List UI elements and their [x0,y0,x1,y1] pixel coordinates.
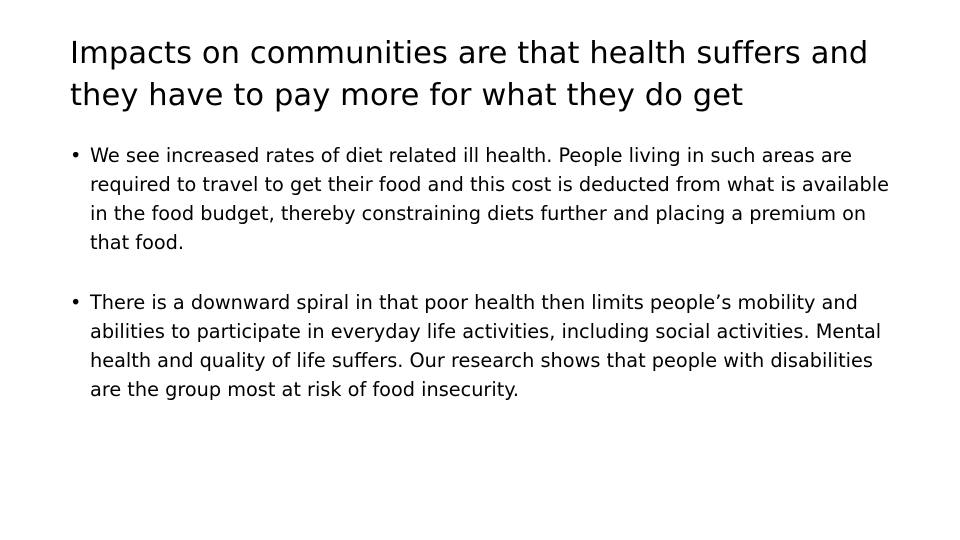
list-item-text: We see increased rates of diet related ill health. People living in such areas are required to travel to get their food and this cost is deducted from what is available in the food budget, thereby constraining diets further and placing a premium on that food. [90,144,889,254]
bullet-icon: • [70,291,82,315]
bullet-list [68,142,898,405]
list-item [68,142,898,257]
list-item-text: There is a downward spiral in that poor health then limits people’s mobility and abilities to participate in everyday life activities, including social activities. Mental health and quality of life suffers. Our research shows that people with disabilities are the group most at risk of food insecurity. [90,291,882,401]
page-title: Impacts on communities are that health suffers and they have to pay more for what they do get [70,36,869,114]
list-item [68,289,898,404]
bullet-icon: • [70,144,82,167]
